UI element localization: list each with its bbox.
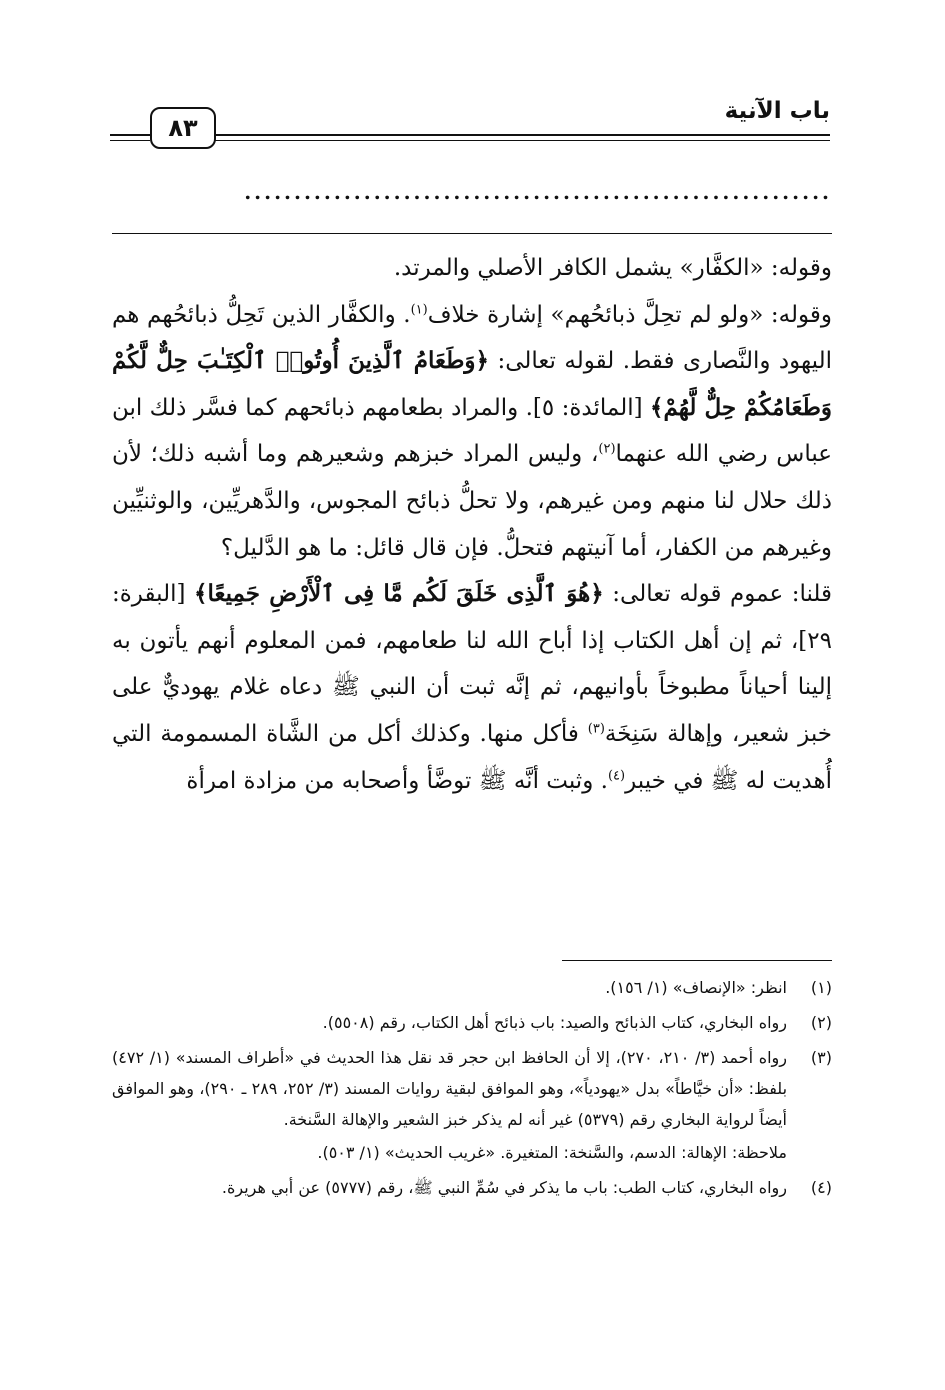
- header-rule: [215, 140, 830, 141]
- footnote: [112, 1172, 832, 1203]
- footnote-ref[interactable]: (١): [410, 301, 428, 317]
- text-run: قلنا: عموم قوله تعالى:: [612, 581, 833, 608]
- text-run: فأكل منها. وكذلك أكل من الشَّاة المسمومة التي أُهديت له ﷺ في خيبر: [112, 720, 832, 794]
- footnote-ref[interactable]: (٣): [587, 721, 605, 737]
- footnote: [112, 1042, 832, 1135]
- footnote-ref[interactable]: (٢): [598, 441, 616, 457]
- text-run: . والكفَّار الذين تَحِلُّ ذبائحُهم هم اليهود والنَّصارى فقط. لقوله تعالى:: [112, 301, 832, 375]
- footnote-text: رواه البخاري، كتاب الذبائح والصيد: باب ذبائح أهل الكتاب، رقم (٥٥٠٨).: [322, 1013, 787, 1032]
- header-rule: [110, 140, 150, 141]
- main-text: [112, 245, 832, 804]
- paragraph: [112, 245, 832, 292]
- footnote-ref[interactable]: (٤): [607, 767, 626, 783]
- text-run: [البقرة: ٢٩]، ثم إن أهل الكتاب إذا أباح الله لنا طعامهم، فمن المعلوم أنهم يأتون به إلينا أحياناً مطبوخاً بأوانيهم، ثم إنَّه ثبت أن النبي ﷺ دعاه غلام يهوديٌّ على خبز شعير، وإهالة سَنِخَة: [112, 581, 832, 747]
- text-run: وقوله: «الكفَّار» يشمل الكافر الأصلي والمرتد.: [393, 255, 832, 281]
- chapter-title: باب الآنية: [724, 98, 830, 124]
- header-rule: [110, 134, 150, 136]
- header-rule: [215, 134, 830, 136]
- footnote: [112, 972, 832, 1003]
- footnote: [112, 1007, 832, 1038]
- page-number: ٨٣: [150, 107, 216, 149]
- footnote-note: ملاحظة: الإهالة: الدسم، والسَّنخة: المتغيرة. «غريب الحديث» (١/ ٥٠٣).: [317, 1143, 787, 1162]
- footnote-number: (٣): [810, 1048, 832, 1067]
- text-run: [المائدة: ٥]. والمراد بطعامهم ذبائحهم كما فسَّر ذلك ابن عباس رضي الله عنهما: [112, 394, 833, 468]
- paragraph: [112, 292, 832, 572]
- footnote-text: انظر: «الإنصاف» (١/ ١٥٦).: [605, 978, 787, 997]
- paragraph: [112, 571, 832, 804]
- footnote-number: (٢): [810, 1013, 832, 1032]
- quran-verse: ﴿وَطَعَامُ ٱلَّذِينَ أُوتُوا۟ ٱلْكِتَـٰبَ حِلٌّ لَّكُمْ وَطَعَامُكُمْ حِلٌّ لَّهُمْ﴾: [112, 347, 833, 421]
- dotted-separator: ...........................................................: [244, 180, 832, 200]
- footnotes: [112, 968, 832, 1203]
- text-run: ، وليس المراد خبزهم وشعيرهم وما أشبه ذلك؛ لأن ذلك حلال لنا منهم ومن غيرهم، ولا تحلُّ ذبائح المجوس، والدَّهريِّين، والوثنيِّين وغيرهم من الكفار، أما آنيتهم فتحلُّ. فإن قال قائل: ما هو الدَّليل؟: [112, 441, 832, 561]
- quran-verse: ﴿هُوَ ٱلَّذِى خَلَقَ لَكُم مَّا فِى ٱلْأَرْضِ جَمِيعًا﴾: [193, 580, 604, 608]
- text-run: وقوله: «ولو لم تحِلَّ ذبائحُهم» إشارة خلاف: [427, 301, 832, 328]
- page-header: [110, 90, 830, 160]
- footnote-text: رواه أحمد (٣/ ٢١٠، ٢٧٠)، إلا أن الحافظ ابن حجر قد نقل هذا الحديث في «أطراف المسند» (١/ ٤٧٢) بلفظ: «أن خيَّاطاً» بدل «يهودياً»، وهو الموافق لبقية روايات المسند (٣/ ٢٥٢، ٢٨٩ ـ ٢٩٠)، وهو الموافق أيضاً لرواية البخاري رقم (٥٣٧٩) غير أنه لم يذكر خبز الشعير والإهالة السَّنخة.: [112, 1048, 788, 1129]
- section-divider: [112, 233, 832, 234]
- footnote-number: (٤): [810, 1178, 832, 1197]
- footnote-text: رواه البخاري، كتاب الطب: باب ما يذكر في سُمِّ النبي ﷺ، رقم (٥٧٧٧) عن أبي هريرة.: [221, 1178, 787, 1197]
- text-run: . وثبت أنَّه ﷺ توضَّأ وأصحابه من مزادة امرأة: [186, 767, 608, 794]
- footnote-number: (١): [810, 978, 832, 997]
- footnote-divider: [562, 960, 832, 961]
